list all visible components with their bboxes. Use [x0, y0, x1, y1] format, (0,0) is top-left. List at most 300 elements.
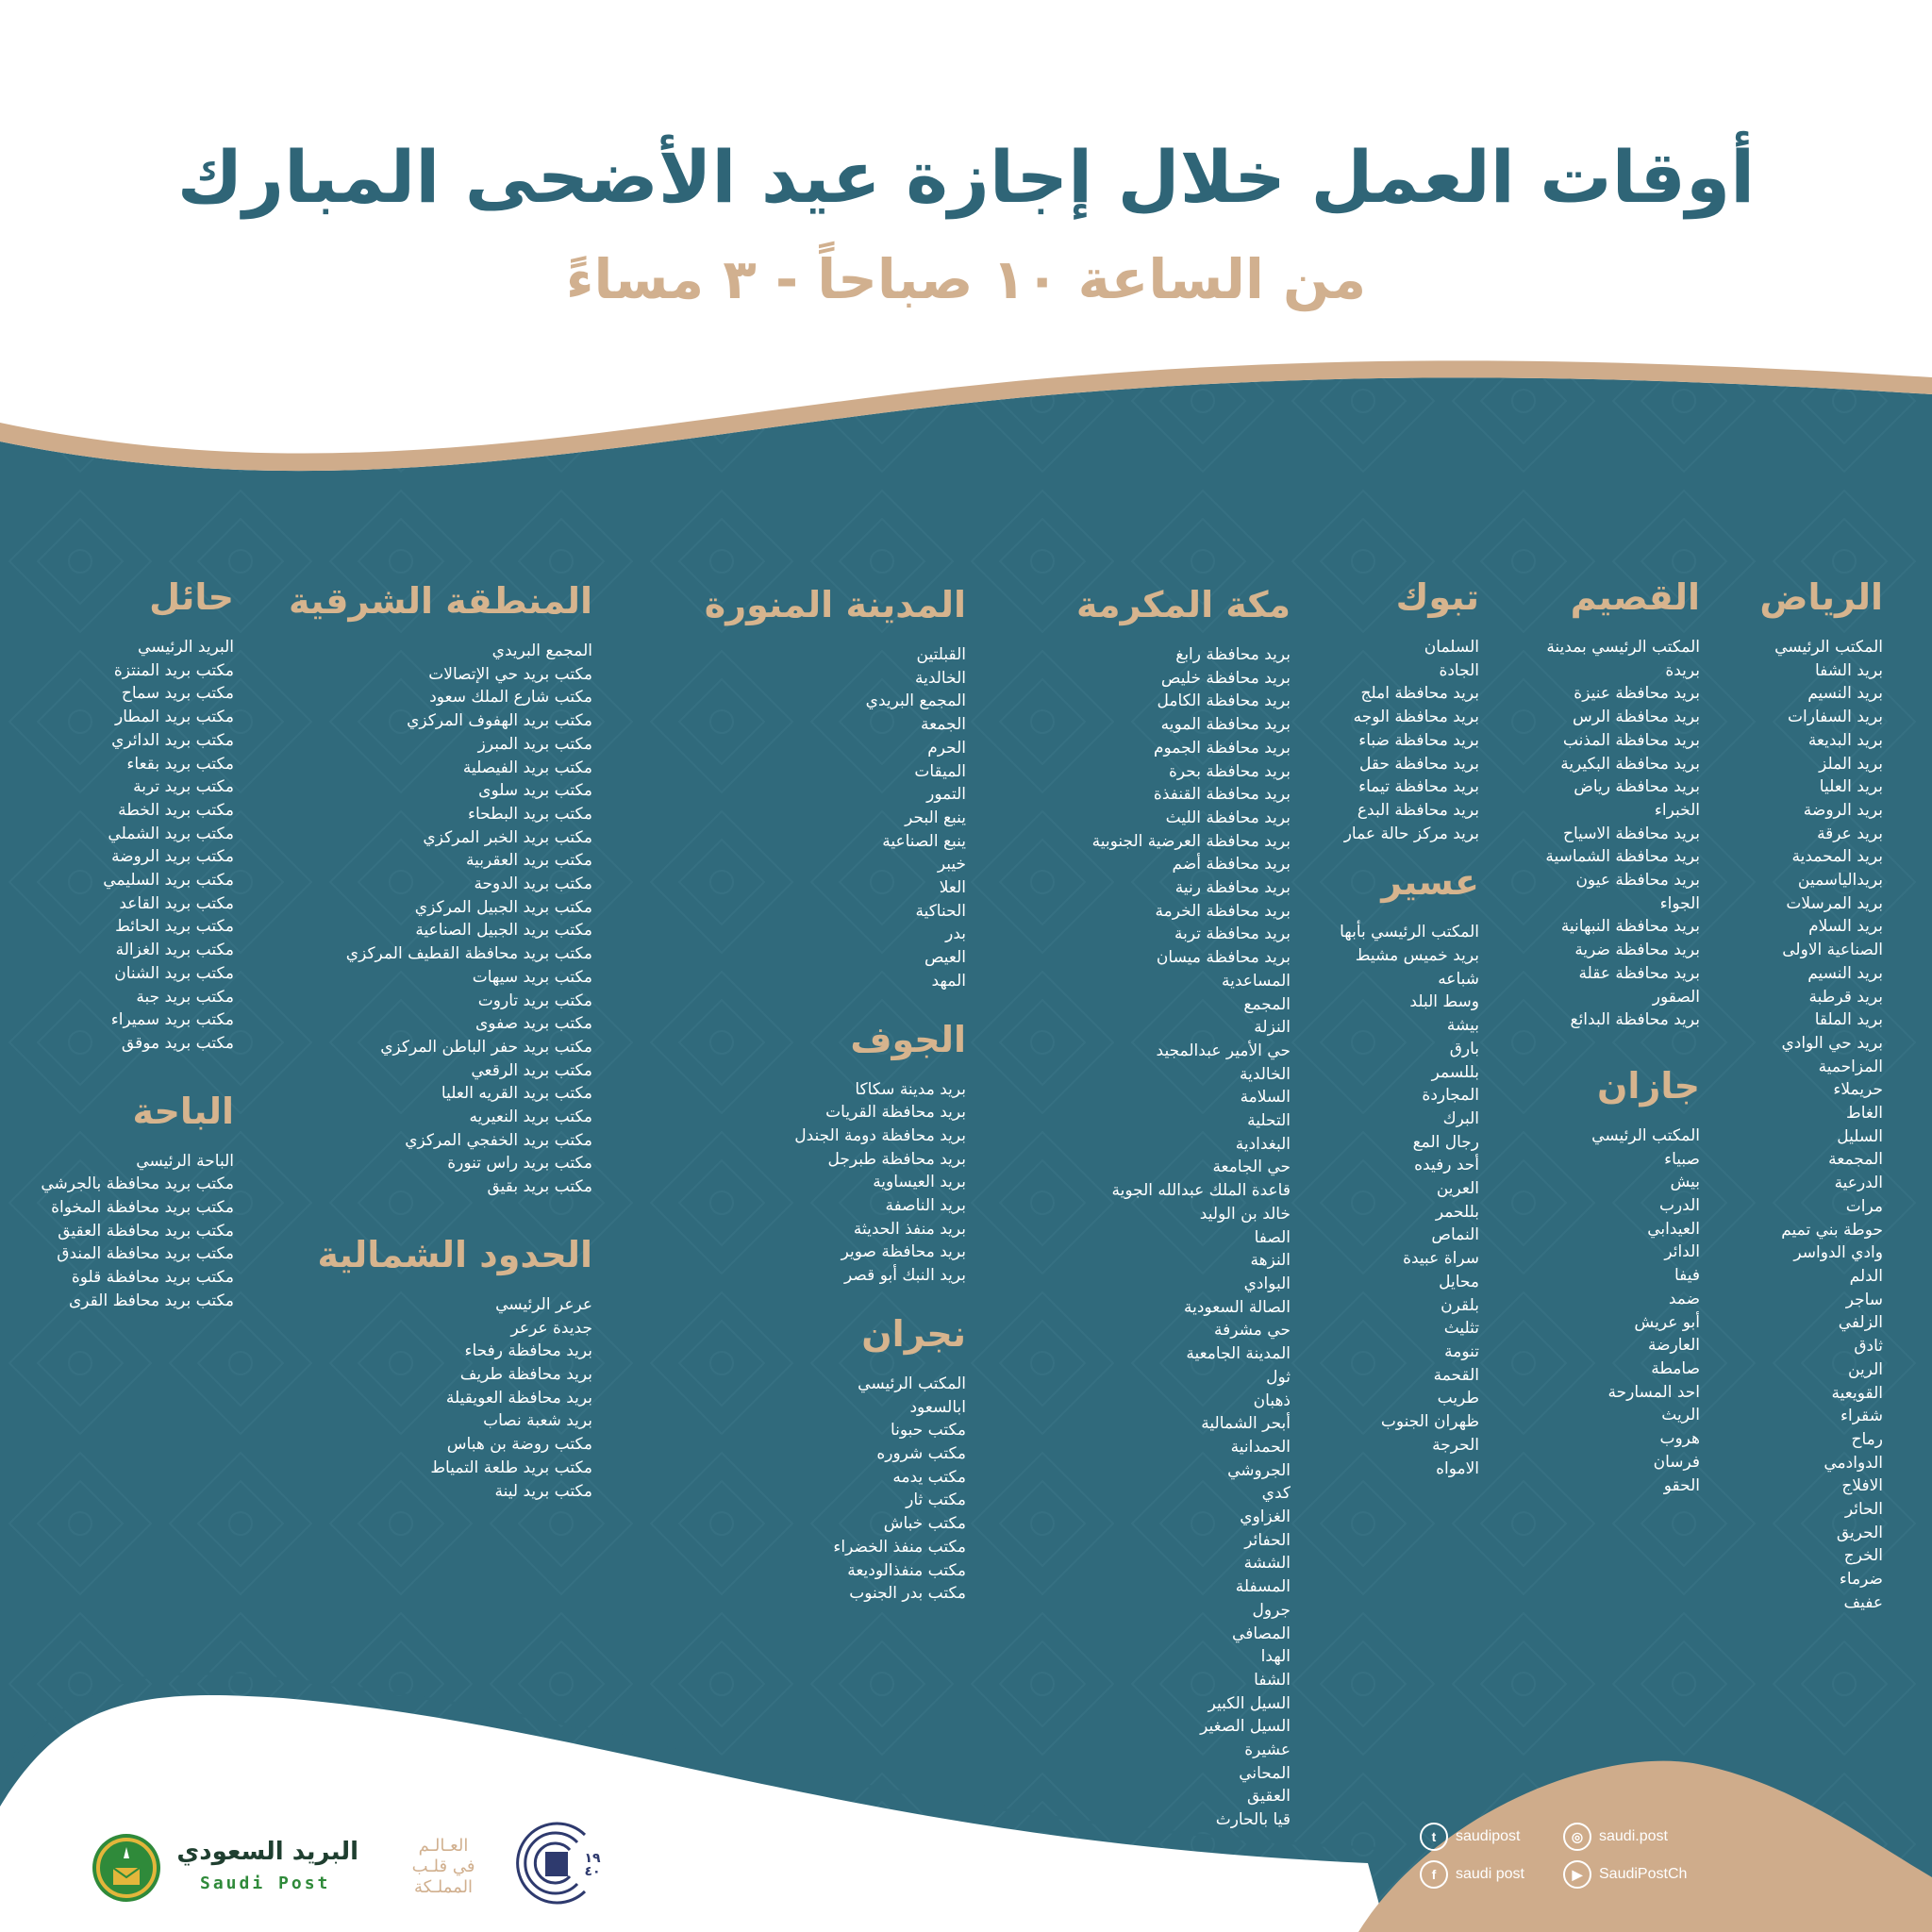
- office-item: مكتب بريد راس تنورة: [447, 1154, 592, 1174]
- office-item: البرك: [1442, 1108, 1479, 1128]
- office-item: النزلة: [1254, 1018, 1291, 1038]
- office-item: قيا بالحارث: [1215, 1810, 1291, 1830]
- office-item: ثول: [1266, 1367, 1291, 1387]
- office-item: حريملاء: [1833, 1080, 1883, 1100]
- office-item: القحمة: [1433, 1365, 1479, 1385]
- office-item: هروب: [1659, 1429, 1700, 1449]
- office-item: ثادق: [1854, 1337, 1883, 1357]
- office-item: مكتب بريد الشملي: [108, 824, 234, 843]
- office-item: الافلاج: [1841, 1476, 1883, 1496]
- youtube-icon: ▶: [1563, 1860, 1591, 1889]
- office-item: بريد محافظة الكامل: [1157, 691, 1291, 711]
- office-item: المجمعة: [1828, 1150, 1883, 1170]
- office-item: الجروشي: [1227, 1460, 1291, 1480]
- office-item: السيل الصغير: [1200, 1717, 1291, 1737]
- office-item: مكتب بريد محافظة المندق: [57, 1244, 234, 1264]
- office-item: السليل: [1837, 1126, 1883, 1146]
- office-item: مكتب شروره: [876, 1443, 966, 1463]
- office-item: المزاحمية: [1818, 1057, 1883, 1076]
- hail-office-list: [41, 636, 234, 1056]
- office-item: بريد شعبة نصاب: [483, 1411, 592, 1431]
- instagram-icon: ◎: [1563, 1823, 1591, 1851]
- office-item: بريد محافظة عقلة: [1578, 963, 1700, 983]
- office-item: بريد محافظة البكيرية: [1560, 754, 1700, 774]
- jouf-office-list: [705, 1078, 966, 1288]
- office-item: بريد محافظة المويه: [1160, 715, 1291, 735]
- office-item: بريد محافظة القريات: [825, 1103, 966, 1123]
- region-title-tabuk: تبوك: [1395, 576, 1479, 618]
- region-title-jazan: جازان: [1597, 1064, 1700, 1107]
- twitter-handle: saudipost: [1456, 1828, 1521, 1844]
- social-links: [1420, 1823, 1688, 1898]
- office-item: مكتب بريد الحائط: [115, 917, 234, 937]
- office-item: الحناكية: [915, 901, 966, 921]
- riyadh-office-list: [1759, 636, 1883, 1615]
- office-item: بريد محافظة البدع: [1357, 800, 1479, 820]
- office-item: بريد محافظة العويقيلة: [445, 1388, 592, 1407]
- region-title-najran: نجران: [861, 1312, 966, 1355]
- office-item: بريد البديعة: [1807, 730, 1883, 750]
- makkah-office-list: [1076, 643, 1291, 1832]
- office-item: مكتب بريد لينة: [494, 1481, 592, 1501]
- region-title-eastern: المنطقة الشرقية: [289, 580, 592, 622]
- office-item: الصالة السعودية: [1184, 1297, 1291, 1317]
- office-item: جديدة عرعر: [510, 1318, 592, 1338]
- office-item: بريد حي الوادي: [1781, 1033, 1883, 1053]
- office-item: المكتب الرئيسي: [1591, 1125, 1700, 1145]
- office-item: بريد محافظة العرضية الجنوبية: [1091, 831, 1291, 851]
- office-item: مكتب بريد القاعد: [119, 893, 234, 913]
- office-item: مكتب بريد تربة: [133, 777, 234, 797]
- office-item: فرسان: [1653, 1452, 1700, 1472]
- office-item: مكتب حبونا: [890, 1421, 966, 1441]
- office-item: الخالدية: [1239, 1064, 1291, 1084]
- office-item: مكتب بريد بقيق: [487, 1177, 592, 1197]
- slogan-logo: [396, 1836, 491, 1898]
- office-item: الدلم: [1849, 1266, 1883, 1286]
- office-item: طريب: [1437, 1389, 1479, 1408]
- office-item: ساجر: [1845, 1290, 1883, 1309]
- office-item: المصافي: [1232, 1624, 1291, 1643]
- office-item: المكتب الرئيسي: [1774, 638, 1883, 657]
- office-item: بريد خميس مشيط: [1355, 946, 1479, 966]
- office-item: مكتب منفذ الخضراء: [833, 1537, 966, 1557]
- instagram-handle: saudi.post: [1599, 1828, 1668, 1844]
- office-item: بريد محافظة رفحاء: [464, 1341, 592, 1361]
- office-item: مكتب يدمه: [892, 1467, 966, 1487]
- twitter-link[interactable]: [1420, 1823, 1521, 1851]
- region-riyadh: [1759, 570, 1883, 1615]
- office-item: الجواء: [1659, 893, 1700, 913]
- office-item: السيل الكبير: [1208, 1693, 1291, 1713]
- office-item: أبحر الشمالية: [1201, 1414, 1291, 1434]
- office-item: مكتب بريد حفر الباطن المركزي: [380, 1037, 592, 1057]
- office-item: مكتب بريد صفوى: [475, 1014, 592, 1034]
- region-madinah: [705, 577, 966, 1606]
- office-item: مكتب منفذالوديعة: [847, 1560, 966, 1580]
- jazan-office-list: [1545, 1124, 1700, 1497]
- office-item: أبو عريش: [1634, 1312, 1700, 1332]
- region-qassim: [1545, 570, 1700, 1497]
- office-item: بريد محافظة خليص: [1160, 668, 1291, 688]
- office-item: الصقور: [1652, 987, 1700, 1007]
- office-item: الحائر: [1844, 1500, 1883, 1520]
- office-item: مكتب بريد النعيريه: [469, 1108, 592, 1127]
- office-item: حي الجامعة: [1212, 1158, 1291, 1177]
- office-item: بلقرن: [1441, 1295, 1479, 1315]
- office-item: جرول: [1252, 1600, 1291, 1620]
- brand-name-arabic: البريد السعودي: [176, 1838, 358, 1866]
- office-item: بريد قرطبة: [1808, 987, 1883, 1007]
- office-item: حي مشرفة: [1214, 1321, 1291, 1341]
- office-item: بريد محافظة املج: [1360, 684, 1479, 704]
- office-item: الريث: [1661, 1406, 1700, 1425]
- anniversary-logo: [509, 1816, 613, 1910]
- office-item: الشفا: [1254, 1670, 1291, 1690]
- office-item: ضمد: [1668, 1289, 1700, 1308]
- office-item: بريد محافظة عيون: [1575, 871, 1700, 891]
- office-item: الرين: [1848, 1359, 1883, 1379]
- region-hail: [41, 570, 234, 1313]
- office-item: الهدا: [1260, 1647, 1291, 1667]
- facebook-icon: f: [1420, 1860, 1448, 1889]
- office-item: بريد النسيم: [1807, 684, 1883, 704]
- slogan-line-1: العـالـم: [418, 1836, 469, 1856]
- office-item: مكتب بريد المبرز: [477, 734, 592, 754]
- office-item: وسط البلد: [1409, 992, 1479, 1012]
- region-title-hail: حائل: [149, 576, 234, 618]
- office-item: بريد الملز: [1819, 754, 1883, 774]
- office-item: بريد المرسلات: [1786, 893, 1883, 913]
- office-item: العارضة: [1647, 1336, 1700, 1356]
- office-item: صامطة: [1651, 1358, 1700, 1378]
- region-title-jouf: الجوف: [850, 1018, 966, 1060]
- office-item: القويعية: [1831, 1383, 1883, 1403]
- office-item: الخبراء: [1654, 800, 1700, 820]
- office-item: بريد محافظة الوجه: [1353, 708, 1479, 727]
- anniversary-digits: ١٩٤٠: [584, 1851, 601, 1879]
- office-item: مكتب بدر الجنوب: [849, 1584, 966, 1604]
- office-item: الغزاوي: [1240, 1507, 1291, 1527]
- office-item: قاعدة الملك عبدالله الجوية: [1111, 1181, 1291, 1201]
- office-item: أحد رفيده: [1414, 1156, 1479, 1175]
- office-item: مكتب بريد جبة: [136, 987, 234, 1007]
- office-item: الغاط: [1845, 1104, 1883, 1124]
- saudi-post-logo: [89, 1830, 372, 1906]
- office-item: بريد محافظة دومة الجندل: [794, 1125, 966, 1145]
- office-item: بريدالياسمين: [1797, 871, 1883, 891]
- office-item: العيدابي: [1647, 1219, 1700, 1239]
- office-item: مكتب بريد سلوى: [478, 781, 592, 801]
- office-item: مكتب بريد الهفوف المركزي: [407, 711, 592, 731]
- office-item: بريدة: [1665, 660, 1700, 680]
- office-item: الخالدية: [914, 668, 966, 688]
- office-item: بريد محافظة حقل: [1358, 754, 1479, 774]
- brand-name-english: Saudi Post: [200, 1874, 331, 1893]
- office-item: مكتب بريد الخفجي المركزي: [405, 1130, 592, 1150]
- office-item: بريد عرقة: [1817, 824, 1883, 843]
- office-item: المجمع البريدي: [491, 641, 592, 660]
- office-item: بريد محافظة طبرجل: [827, 1149, 966, 1169]
- baha-office-list: [41, 1150, 234, 1313]
- office-item: مكتب خباش: [883, 1514, 966, 1534]
- office-item: بريد محافظة ميسان: [1156, 948, 1291, 968]
- office-item: بارق: [1449, 1039, 1479, 1058]
- office-item: مكتب بريد الغزالة: [115, 941, 234, 960]
- najran-office-list: [705, 1373, 966, 1606]
- office-item: المجاردة: [1422, 1086, 1479, 1106]
- office-item: مكتب بريد الرقعي: [471, 1060, 592, 1080]
- office-item: بريد محافظة الرس: [1572, 708, 1700, 727]
- office-item: الجادة: [1439, 660, 1479, 680]
- office-item: حي الأمير عبدالمجيد: [1156, 1041, 1291, 1060]
- office-item: مرات: [1845, 1196, 1883, 1216]
- office-item: الششة: [1243, 1554, 1291, 1574]
- office-item: مكتب بريد محافظة القطيف المركزي: [345, 944, 592, 964]
- region-title-riyadh: الرياض: [1759, 576, 1883, 618]
- office-item: بريد النبك أبو قصر: [844, 1266, 966, 1286]
- youtube-handle: SaudiPostCh: [1599, 1866, 1688, 1882]
- office-item: شقراء: [1840, 1407, 1883, 1426]
- office-item: البريد الرئيسي: [138, 638, 234, 657]
- office-item: بريد محافظة المذنب: [1562, 730, 1700, 750]
- qassim-office-list: [1545, 636, 1700, 1032]
- office-item: السلمان: [1424, 638, 1479, 657]
- office-item: الدوادمي: [1824, 1453, 1883, 1473]
- office-item: وادي الدواسر: [1793, 1243, 1883, 1263]
- slogan-line-2: في قلـب: [411, 1857, 475, 1876]
- office-item: مكتب بريد الجبيل الصناعية: [415, 921, 592, 941]
- office-item: القبلتين: [916, 645, 966, 664]
- office-item: الصناعية الاولى: [1782, 941, 1883, 960]
- office-item: الحرجة: [1432, 1435, 1479, 1455]
- office-item: بريد السلام: [1808, 917, 1883, 937]
- office-item: مكتب بريد سماح: [121, 684, 234, 704]
- region-title-qassim: القصيم: [1570, 576, 1700, 618]
- office-item: بيشة: [1446, 1016, 1479, 1036]
- facebook-handle: saudi post: [1456, 1866, 1524, 1882]
- office-item: البوادي: [1243, 1274, 1291, 1293]
- office-item: الامواه: [1436, 1458, 1479, 1478]
- office-item: العيص: [924, 948, 966, 968]
- office-item: بريد الروضة: [1803, 800, 1883, 820]
- office-item: بريد الناصفة: [885, 1196, 966, 1216]
- office-item: تثليث: [1443, 1319, 1479, 1339]
- office-item: رماح: [1851, 1429, 1883, 1449]
- office-item: بللسمر: [1431, 1062, 1479, 1082]
- office-item: مكتب بريد البطحاء: [467, 804, 592, 824]
- office-item: ابالسعود: [909, 1397, 966, 1417]
- office-item: المساعدية: [1222, 971, 1291, 991]
- office-item: مكتب بريد السليمي: [103, 871, 234, 891]
- office-item: ذهبان: [1253, 1391, 1291, 1410]
- asir-office-list: [1340, 921, 1479, 1480]
- office-item: مكتب بريد الجبيل المركزي: [414, 897, 592, 917]
- facebook-link[interactable]: [1420, 1860, 1524, 1889]
- office-item: المهد: [931, 971, 966, 991]
- office-item: بريد مركز حالة عمار: [1343, 824, 1479, 843]
- youtube-link[interactable]: [1563, 1860, 1687, 1889]
- office-item: بريد السفارات: [1788, 708, 1883, 727]
- office-item: البغدادية: [1235, 1134, 1291, 1154]
- office-item: المكتب الرئيسي بمدينة: [1546, 638, 1700, 657]
- office-item: مكتب بريد العقربية: [466, 851, 592, 871]
- office-item: بريد محافظة الليث: [1165, 808, 1291, 827]
- office-item: بريد منفذ الحديثة: [853, 1219, 966, 1239]
- office-item: ضرماء: [1839, 1570, 1883, 1590]
- office-item: بريد محافظة أضم: [1172, 855, 1291, 874]
- office-item: المكتب الرئيسي بأبها: [1340, 923, 1479, 942]
- office-item: احد المسارحة: [1607, 1382, 1700, 1402]
- office-item: ينبع البحر: [905, 808, 966, 827]
- office-item: الميقات: [914, 761, 966, 781]
- office-item: الباحة الرئيسي: [136, 1151, 234, 1171]
- office-item: مكتب ثار: [906, 1491, 966, 1510]
- office-item: النماص: [1431, 1225, 1479, 1245]
- office-item: بريد محافظة ضرية: [1574, 941, 1700, 960]
- office-item: بريد محافظة الاسياح: [1563, 824, 1700, 843]
- office-item: مكتب بريد الشنان: [114, 963, 234, 983]
- page-title: أوقات العمل خلال إجازة عيد الأضحى المبارك: [176, 134, 1756, 219]
- office-item: النزهة: [1250, 1251, 1291, 1271]
- office-item: مكتب بريد الدائري: [111, 730, 234, 750]
- office-item: العلا: [939, 878, 966, 898]
- office-item: مكتب بريد الخطة: [118, 800, 234, 820]
- office-item: بريد محافظة ضباء: [1358, 730, 1479, 750]
- office-item: عرعر الرئيسي: [495, 1294, 592, 1314]
- office-item: مكتب بريد بقعاء: [126, 754, 234, 774]
- office-item: ينبع الصناعية: [882, 831, 966, 851]
- office-item: بريد محافظة البدائع: [1570, 1010, 1700, 1030]
- office-item: ظهران الجنوب: [1380, 1412, 1479, 1432]
- office-item: بريد مدينة سكاكا: [855, 1079, 966, 1099]
- office-item: بدر: [945, 924, 966, 944]
- region-title-baha: الباحة: [132, 1090, 234, 1132]
- region-makkah: [1076, 577, 1291, 1832]
- office-item: السلامة: [1240, 1088, 1291, 1108]
- madinah-office-list: [705, 643, 966, 993]
- office-item: بريد محافظة الجموم: [1153, 738, 1291, 758]
- office-item: كدي: [1261, 1484, 1291, 1504]
- office-item: مكتب بريد المنتزة: [113, 660, 234, 680]
- office-item: بريد محافظة تربة: [1174, 924, 1291, 944]
- office-item: خيبر: [937, 855, 966, 874]
- office-item: بريد محافظة الشماسية: [1545, 847, 1700, 867]
- office-item: فيفا: [1674, 1266, 1700, 1286]
- office-item: سراة عبيدة: [1403, 1249, 1479, 1269]
- office-item: بريد محافظة صوير: [841, 1242, 966, 1262]
- office-item: المحاني: [1239, 1763, 1291, 1783]
- office-item: خالد بن الوليد: [1199, 1204, 1291, 1224]
- office-item: مكتب بريد محافظ القرى: [68, 1291, 234, 1310]
- office-item: بريد محافظة رنية: [1174, 878, 1291, 898]
- office-item: الحقو: [1663, 1475, 1700, 1495]
- office-item: العقيق: [1246, 1787, 1291, 1807]
- office-item: الصفا: [1254, 1227, 1291, 1247]
- office-item: مكتب بريد سميراء: [110, 1010, 234, 1030]
- office-item: مكتب بريد محافظة المخواة: [51, 1198, 234, 1218]
- office-item: بريد محافظة رابغ: [1175, 645, 1291, 664]
- region-title-northern-borders: الحدود الشمالية: [317, 1233, 592, 1275]
- office-item: المكتب الرئيسي: [858, 1374, 966, 1393]
- office-item: بريد النسيم: [1807, 963, 1883, 983]
- office-item: بريد محافظة بحرة: [1168, 761, 1291, 781]
- office-item: الحرم: [927, 738, 966, 758]
- office-item: صبياء: [1664, 1149, 1700, 1169]
- office-item: مكتب بريد الخبر المركزي: [423, 827, 592, 847]
- instagram-link[interactable]: [1563, 1823, 1668, 1851]
- office-item: مكتب بريد القريه العليا: [441, 1084, 592, 1104]
- office-item: عشيرة: [1244, 1740, 1291, 1760]
- office-item: بريد محافظة عنيزة: [1574, 684, 1700, 704]
- tabuk-office-list: [1340, 636, 1479, 845]
- office-item: محايل: [1439, 1272, 1479, 1291]
- office-item: مكتب بريد الروضة: [111, 847, 234, 867]
- office-item: مكتب بريد موقق: [121, 1033, 234, 1053]
- office-item: بريد محافظة القنفذة: [1153, 785, 1291, 805]
- office-item: رجال المع: [1412, 1132, 1479, 1152]
- office-item: بريد العليا: [1819, 777, 1883, 797]
- twitter-icon: t: [1420, 1823, 1448, 1851]
- office-item: الخرج: [1843, 1546, 1883, 1566]
- office-item: شباعه: [1438, 969, 1479, 989]
- office-item: مكتب بريد محافظة قلوة: [71, 1268, 234, 1288]
- office-item: بريد المحمدية: [1791, 847, 1883, 867]
- office-item: المدينة الجامعية: [1186, 1344, 1291, 1364]
- office-item: الجمعة: [920, 715, 966, 735]
- region-title-makkah: مكة المكرمة: [1076, 584, 1291, 625]
- office-item: بريد الملقا: [1814, 1010, 1883, 1030]
- office-item: المجمع: [1243, 994, 1291, 1014]
- office-item: الحفائر: [1244, 1530, 1291, 1550]
- office-item: مكتب بريد تاروت: [477, 991, 592, 1010]
- office-item: بريد محافظة رياض: [1574, 777, 1700, 797]
- office-item: مكتب بريد سيهات: [472, 967, 592, 987]
- office-item: بريد محافظة طريف: [459, 1364, 592, 1384]
- office-item: الحريق: [1836, 1523, 1883, 1542]
- office-item: مكتب روضة بن هباس: [446, 1435, 592, 1455]
- office-item: مكتب بريد محافظة بالجرشي: [41, 1174, 234, 1194]
- region-title-madinah: المدينة المنورة: [704, 584, 966, 625]
- office-item: تنومة: [1444, 1341, 1479, 1361]
- working-hours-subtitle: من الساعة ١٠ صباحاً - ٣ مساءً: [565, 247, 1367, 311]
- eastern-office-list: [289, 640, 592, 1199]
- saudi-post-emblem-icon: [89, 1830, 164, 1906]
- office-item: بريد الشفا: [1814, 660, 1883, 680]
- office-item: بريد محافظة الخرمة: [1155, 901, 1291, 921]
- office-item: مكتب شارع الملك سعود: [429, 688, 592, 708]
- office-item: الدائر: [1664, 1242, 1700, 1262]
- office-item: الدرب: [1658, 1196, 1700, 1216]
- office-item: المسفلة: [1235, 1577, 1291, 1597]
- office-item: مكتب بريد الفيصلية: [462, 758, 592, 777]
- office-item: الدرعية: [1834, 1174, 1883, 1193]
- office-item: بيش: [1670, 1173, 1700, 1192]
- office-item: حوطة بني تميم: [1781, 1220, 1883, 1240]
- office-item: عفيف: [1843, 1592, 1883, 1612]
- region-eastern: [289, 574, 592, 1503]
- office-item: مكتب بريد طلعة التمياط: [430, 1457, 592, 1477]
- office-item: المجمع البريدي: [865, 691, 966, 711]
- office-item: مكتب بريد الدوحة: [474, 874, 592, 894]
- office-item: بللحمر: [1435, 1202, 1479, 1222]
- office-item: مكتب بريد محافظة العقيق: [58, 1221, 234, 1241]
- office-item: الزلفي: [1838, 1313, 1883, 1333]
- office-item: التمور: [926, 785, 966, 805]
- office-item: الحمدانية: [1230, 1437, 1291, 1457]
- office-item: العرين: [1436, 1179, 1479, 1199]
- office-item: التحلية: [1247, 1111, 1291, 1131]
